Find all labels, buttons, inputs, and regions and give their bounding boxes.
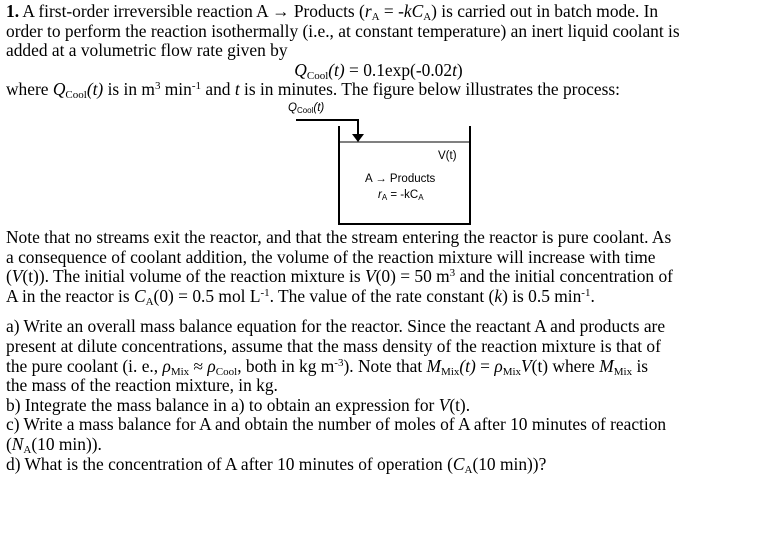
question-a-line-4: the mass of the reaction mixture, in kg. <box>6 375 278 396</box>
volume-label: V(t) <box>438 149 457 162</box>
flow-rate-equation: $Q_{Cool}(t) = 0.1\exp(-0.02t)$ <box>294 59 463 82</box>
problem-line-2: order to perform the reaction isothermally (i.e., at constant temperature) an inert liquid coolant is <box>6 20 680 41</box>
note-line-3: (V(t)). The initial volume of the reaction mixture is V(0) = 50 $m^3$ and the initial concentration of <box>6 266 673 287</box>
reactor-diagram <box>6 100 751 228</box>
question-a-line-2: present at dilute concentrations, assume that the mass density of the reaction mixture is that of <box>6 335 661 356</box>
inlet-arrowhead <box>352 134 364 142</box>
note-line-1: Note that no streams exit the reactor, and that the stream entering the reactor is pure coolant. As <box>6 226 672 247</box>
inlet-flow-label: $Q_{Cool}(t)$ <box>288 101 325 115</box>
question-c-line-2: ($N_A(10$ min)). <box>6 433 102 456</box>
inlet-pipe <box>296 120 358 136</box>
rate-law-label: $r_A = -kC_A$ <box>378 188 424 202</box>
note-line-4: A in the reactor is $C_A(0) = 0.5$ mol $L^{-1}$. The value of the rate constant (k) is 0.5 $\min^{-1}$. <box>6 285 595 308</box>
problem-line-3: added at a volumetric flow rate given by <box>6 40 288 61</box>
question-d: d) What is the concentration of A after 10 minutes of operation ($C_A(10$ min))? <box>6 453 547 476</box>
reactor-figure <box>6 100 751 228</box>
problem-document <box>6 2 751 474</box>
question-c-line-1: c) Write a mass balance for A and obtain the number of moles of A after 10 minutes of reaction <box>6 414 667 435</box>
problem-line-1: 1. A first-order irreversible reaction A → Products $(r_A = -kC_A)$ is carried out in batch mode. In <box>6 1 659 23</box>
problem-number: 1. <box>6 1 20 21</box>
units-line: where $Q_{Cool}(t)$ is in $m^3$ $\min^{-1}$ and t is in minutes. The figure below illustrates the process: <box>6 79 620 102</box>
question-a-line-1: a) Write an overall mass balance equation for the reactor. Since the reactant A and products are <box>6 316 666 337</box>
reaction-label: A → Products <box>365 172 436 185</box>
question-b: b) Integrate the mass balance in a) to obtain an expression for V(t). <box>6 394 471 415</box>
question-a-line-3: the pure coolant (i. e., $\rho_{Mix} \approx \rho_{Cool}$, both in kg $m^{-3}$). Note that $M_{Mix}(t) = \rho_{Mix}V(t)$ where $M_{Mix}$ is <box>6 355 649 378</box>
note-line-2: a consequence of coolant addition, the volume of the reaction mixture will increase with time <box>6 246 656 267</box>
